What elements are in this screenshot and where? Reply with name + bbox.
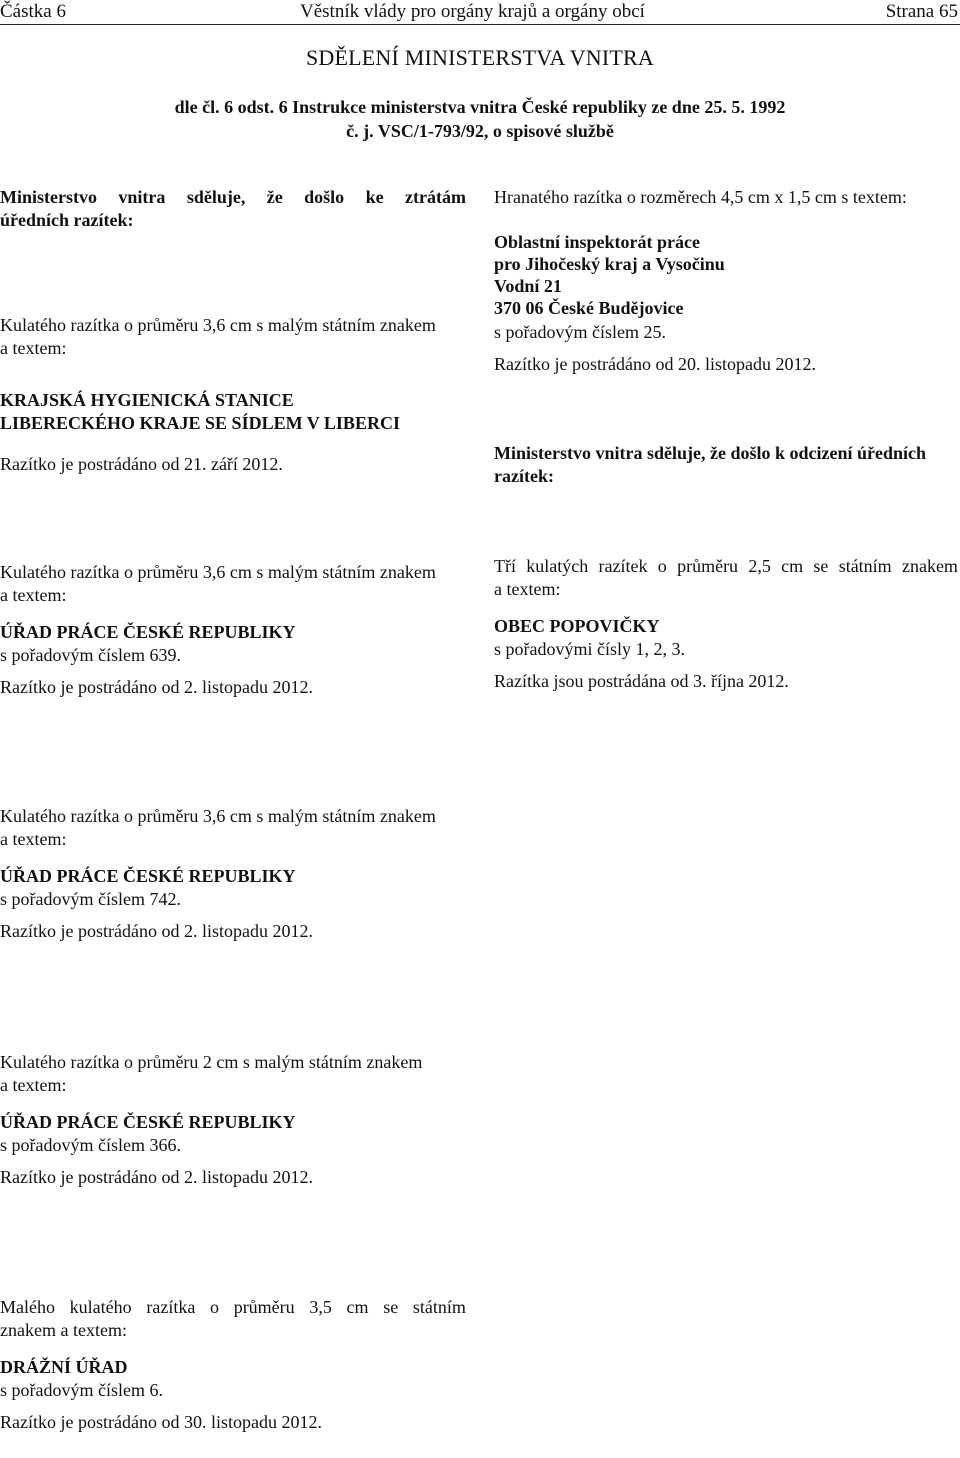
stamp-description: Kulatého razítka o průměru 3,6 cm s malým státním znakem — [0, 315, 436, 335]
stamp-lost-date: Razítko je postrádáno od 2. listopadu 2012. — [0, 677, 313, 697]
stamp-text-inspectorate: Oblastní inspektorát práce pro Jihočeský kraj a Vysočinu Vodní 21 370 06 České Budějovice — [494, 232, 725, 318]
stamp-lost-date: Razítko je postrádáno od 21. září 2012. — [0, 454, 283, 474]
journal-title: Věstník vlády pro orgány krajů a orgány obcí — [300, 1, 645, 22]
running-header — [0, 0, 960, 25]
stamp-serial: s pořadovým číslem 366. — [0, 1135, 181, 1155]
stamp-notice-inspectorate — [494, 186, 960, 209]
stamp-description: Hranatého razítka o rozměrech 4,5 cm x 1,5 cm s textem: — [494, 187, 907, 207]
page-number: Strana 65 — [885, 1, 958, 22]
stamp-text: OBEC POPOVIČKY — [494, 616, 660, 636]
stamp-notice-up-742: Kulatého razítka o průměru 3,6 cm s malým státním znakem a textem: ÚŘAD PRÁCE ČESKÉ REPUBLIKY s pořadovým číslem 742. Razítko je postrádáno od 2. listopadu 2012. — [0, 805, 470, 943]
theft-intro: Ministerstvo vnitra sděluje, že došlo k odcizení úředních razítek: — [494, 443, 926, 486]
stamp-lost-date: Razítko je postrádáno od 30. listopadu 2012. — [0, 1412, 322, 1432]
stamp-lost-date: Razítka jsou postrádána od 3. října 2012. — [494, 671, 789, 691]
page-title: SDĚLENÍ MINISTERSTVA VNITRA — [305, 45, 655, 70]
stamp-notice-up-366: Kulatého razítka o průměru 2 cm s malým státním znakem a textem: ÚŘAD PRÁCE ČESKÉ REPUBLIKY s pořadovým číslem 366. Razítko je postrádáno od 2. listopadu 2012. — [0, 1051, 470, 1189]
stamp-notice-up-639: Kulatého razítka o průměru 3,6 cm s malým státním znakem a textem: ÚŘAD PRÁCE ČESKÉ REPUBLIKY s pořadovým číslem 639. Razítko je postrádáno od 2. listopadu 2012. — [0, 561, 470, 699]
stamp-notice-popovicky: Tří kulatých razítek o průměru 2,5 cm se státním znakem a textem: OBEC POPOVIČKY s pořadovými čísly 1, 2, 3. Razítka jsou postrádána od 3. října 2012. — [494, 556, 958, 691]
stamp-text-hygiene: KRAJSKÁ HYGIENICKÁ STANICE LIBERECKÉHO KRAJE SE SÍDLEM V LIBERCI — [0, 390, 400, 433]
stamp-serial: s pořadovým číslem 639. — [0, 645, 181, 665]
stamp-notice-hygiene: Kulatého razítka o průměru 3,6 cm s malým státním znakem a textem: — [0, 314, 470, 360]
stamp-text: ÚŘAD PRÁCE ČESKÉ REPUBLIKY — [0, 1112, 296, 1132]
stamp-serial: s pořadovým číslem 6. — [0, 1380, 163, 1400]
loss-intro: Ministerstvo vnitra sděluje, že došlo ke ztrátám úředních razítek: — [0, 187, 466, 230]
stamp-text: ÚŘAD PRÁCE ČESKÉ REPUBLIKY — [0, 622, 296, 642]
subtitle-line-2: č. j. VSC/1-793/92, o spisové službě — [346, 121, 614, 141]
stamp-serial: s pořadovým číslem 742. — [0, 889, 181, 909]
stamp-text: DRÁŽNÍ ÚŘAD — [0, 1357, 128, 1377]
stamp-serial: s pořadovými čísly 1, 2, 3. — [494, 639, 685, 659]
stamp-lost-date: Razítko je postrádáno od 2. listopadu 2012. — [0, 921, 313, 941]
stamp-notice-drazni-urad: Malého kulatého razítka o průměru 3,5 cm se státním znakem a textem: DRÁŽNÍ ÚŘAD s pořadovým číslem 6. Razítko je postrádáno od 30. listopadu 2012. — [0, 1297, 466, 1432]
stamp-serial: s pořadovým číslem 25. Razítko je postrádáno od 20. listopadu 2012. — [494, 322, 816, 374]
stamp-text: ÚŘAD PRÁCE ČESKÉ REPUBLIKY — [0, 866, 296, 886]
subtitle-line-1: dle čl. 6 odst. 6 Instrukce ministerstva vnitra České republiky ze dne 25. 5. 1992 — [174, 97, 786, 117]
stamp-lost-date: Razítko je postrádáno od 20. listopadu 2012. — [494, 354, 816, 374]
issue-number: Částka 6 — [0, 1, 66, 22]
stamp-lost-date: Razítko je postrádáno od 2. listopadu 2012. — [0, 1167, 313, 1187]
